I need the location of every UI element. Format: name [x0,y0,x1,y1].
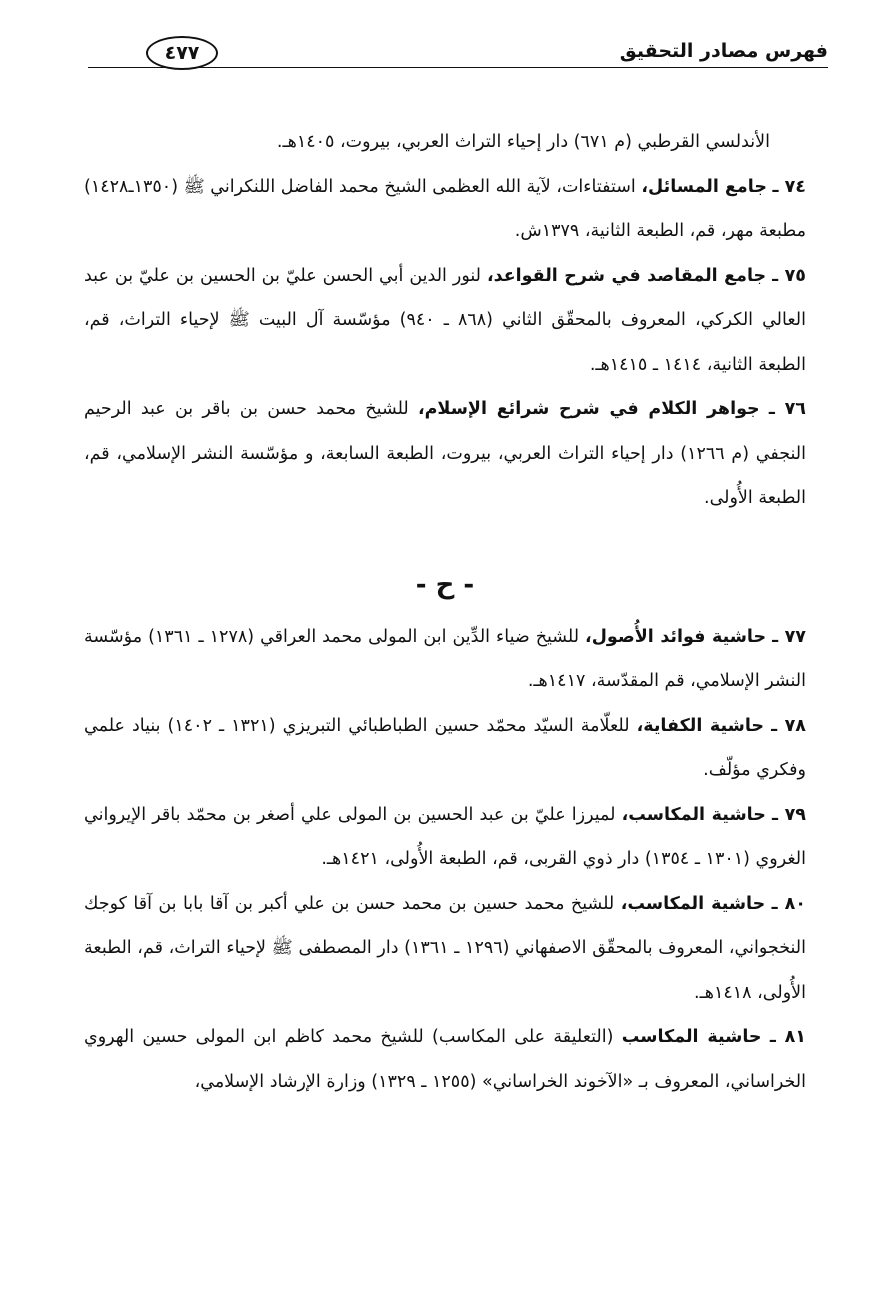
entry-number: ٧٤ ـ [772,176,806,197]
entry-number: ٧٧ ـ [772,626,806,647]
entry-details: للشيخ محمد حسن بن باقر بن عبد الرحيم النجفي (م ١٢٦٦) دار إحياء التراث العربي، بيروت، الطبعة السابعة، و مؤسّسة النشر الإسلامي، قم، الطبعة الأُولى. [84,399,807,508]
entry-number: ٧٩ ـ [771,804,806,825]
continued-entry-text: الأندلسي القرطبي (م ٦٧١) دار إحياء التراث العربي، بيروت، ١٤٠٥هـ. [276,132,770,152]
entry-title: حاشية الكفاية، [636,715,765,736]
bibliography-body [84,120,806,1104]
entry-details: استفتاءات، لآية الله العظمى الشيخ محمد الفاضل اللنكراني ﷺ (١٣٥٠ـ١٤٢٨) مطبعة مهر، قم، الطبعة الثانية، ١٣٧٩ش. [84,176,806,241]
entry-number: ٧٨ ـ [771,715,806,736]
entry-details: لميرزا عليّ بن عبد الحسين بن المولى علي أصغر بن محمّد باقر الإيرواني الغروي (١٣٠١ ـ ١٣٥٤) دار ذوي القربى، قم، الطبعة الأُولى، ١٤٢١هـ. [84,804,806,869]
bibliography-entry-74 [84,165,806,254]
entry-details: لنور الدين أبي الحسن عليّ بن الحسين بن عليّ بن عبد العالي الكركي، المعروف بالمحقّق الثاني (٨٦٨ ـ ٩٤٠) مؤسّسة آل البيت ﷺ لإحياء التراث، قم، الطبعة الثانية، ١٤١٤ ـ ١٤١٥هـ. [84,265,806,375]
entry-title: جامع المسائل، [641,176,767,197]
entry-number: ٧٦ ـ [768,399,806,419]
entry-title: حاشية المكاسب [621,1027,762,1047]
entry-number: ٨٠ ـ [771,893,806,914]
bibliography-entry-75 [84,254,806,388]
bibliography-entry-80 [84,882,806,1016]
bibliography-entry-76 [84,387,806,521]
entry-title: جامع المقاصد في شرح القواعد، [486,265,767,286]
bibliography-entry-79 [84,793,806,882]
section-letter-heading: - ح - [415,569,475,600]
entry-number: ٧٥ ـ [772,265,806,286]
entry-details: (التعليقة على المكاسب) للشيخ محمد كاظم ابن المولى حسين الهروي الخراساني، المعروف بـ «الآخوند الخراساني» (١٢٥٥ ـ ١٣٢٩) وزارة الإرشاد الإسلامي، [84,1027,806,1092]
page-number: ٤٧٧ [146,36,218,70]
entry-number: ٨١ ـ [769,1027,806,1047]
bibliography-entry-81 [84,1015,806,1104]
entry-title: حاشية فوائد الأُصول، [585,626,767,647]
entry-details: للشيخ ضياء الدِّين ابن المولى محمد العراقي (١٢٧٨ ـ ١٣٦١) مؤسّسة النشر الإسلامي، قم المقدّسة، ١٤١٧هـ. [84,626,806,691]
running-title: فهرس مصادر التحقيق [619,40,828,62]
bibliography-entry-78 [84,704,806,793]
bibliography-entry-77 [84,615,806,704]
entry-title: حاشية المكاسب، [621,804,766,825]
entry-details: للشيخ محمد حسين بن محمد حسن بن علي أكبر بن آقا بابا بن آقا كوجك النخجواني، المعروف بالمحقّق الاصفهاني (١٢٩٦ ـ ١٣٦١) دار المصطفى ﷺ لإحياء التراث، قم، الطبعة الأُولى، ١٤١٨هـ. [84,893,806,1003]
entry-title: جواهر الكلام في شرح شرائع الإسلام، [417,399,760,419]
entry-title: حاشية المكاسب، [620,893,766,914]
page-header [88,36,828,78]
entry-details: للعلّامة السيّد محمّد حسين الطباطبائي التبريزي (١٣٢١ ـ ١٤٠٢) بنياد علمي وفكري مؤلّف. [84,715,806,780]
